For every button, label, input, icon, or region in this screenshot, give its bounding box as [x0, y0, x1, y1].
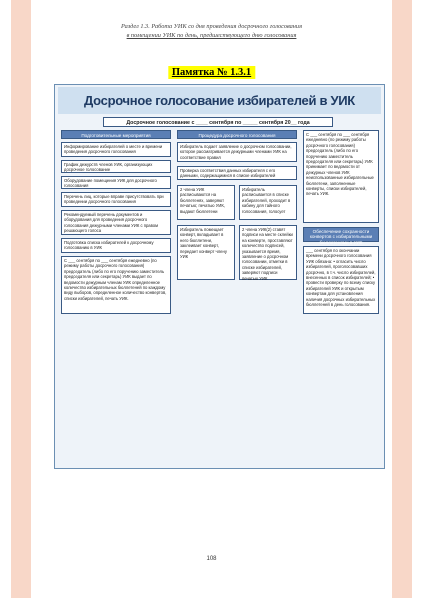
section-header-line1: Раздел 1.3. Работа УИК со дня проведения досрочного голосования	[120, 23, 303, 30]
proc-step-envelope: Избиратель помещает конверт, вкладывает в него бюллетени, заклеивает конверт, передает конверт члену УИК	[177, 225, 235, 280]
prep-item-voter-list: Подготовка списка избирателей к досрочному голосованию в УИК	[61, 238, 171, 253]
prep-item-informing: Информирование избирателей о месте и времени проведения досрочного голосования	[61, 142, 171, 157]
voting-period: Досрочное голосование с ____ сентября по _____ сентября 20__ года	[103, 117, 333, 127]
prep-item-equipment: Оборудование помещения УИК для досрочного голосования	[61, 176, 171, 189]
proc-step-issue-ballots: 2 члена УИК расписываются на бюллетенях, заверяют печатью; печатью УИК, выдают бюллетени	[177, 185, 235, 220]
poster	[54, 84, 385, 469]
right-margin-band	[392, 0, 412, 598]
right-item-receiving: С ___ сентября по ___ сентября ежедневно (по режиму работы досрочного голосования) председатель (либо по его поручению заместитель председателя или секретарь) УИК принимает по ведомости от дежурных членов УИК неиспользованные избирательные бюллетени, заполненные конверты, списки избирателей, печать УИК.	[303, 130, 379, 223]
section-header-line2: в помещении УИК по день, предшествующего дню голосования	[126, 32, 297, 39]
proc-step-verification: Проверка соответствия данных избирателя с его данными, содержащимися в списке избирателей	[177, 166, 297, 180]
left-margin-band	[11, 0, 31, 598]
proc-step-application: Избиратель подает заявление о досрочном голосовании, которое рассматривается дежурными членами УИК на соответствие правил	[177, 142, 297, 162]
document-page	[31, 0, 392, 598]
prep-item-issuing-ballots: С ___ сентября по ___ сентября ежедневно (по режиму работы досрочного голосования) председатель (либо по его поручению заместитель председателя или секретарь) УИК выдает по ведомости дежурным членам УИК определенное количество избирательных бюллетеней по каждому виду выборов, определенное количество конвертов, списки избирателей, печать УИК.	[61, 256, 171, 314]
page-number: 108	[206, 556, 217, 562]
column-header-prep: Подготовительные мероприятия	[61, 130, 171, 139]
proc-step-seal-envelope: 2 члена УИК(2) ставят подписи на месте склейки на конверте, проставляют количество подписей, указывается время, заявление о досрочном голосовании, отметки в списке избирателей, заверяют подписи печатью УИК	[239, 225, 297, 280]
proc-step-voter-signs: Избиратель расписывается в списке избирателей, проходит в кабину для тайного голосования, голосует	[239, 185, 297, 220]
poster-title: Досрочное голосование избирателей в УИК	[58, 87, 381, 114]
right-item-end-of-voting: ___ сентября по окончании времени досрочного голосования УИК обязана: • огласить число избирателей, проголосовавших досрочно, в т.ч. число избирателей, внесенных в список избирателей; • провести проверку по всему списку избирателей УИК и открытым конвертам для установления наличия досрочных избирательных бюллетеней в день голосования.	[303, 246, 379, 314]
prep-item-observers: Перечень лиц, которые вправе присутствовать при проведении досрочного голосования	[61, 192, 171, 207]
right-item-safekeeping: Обеспечение сохранности конвертов с избирательными бюллетенями в УИК	[303, 227, 379, 242]
column-header-procedure: Процедура досрочного голосования	[177, 130, 297, 139]
prep-item-documents: Рекомендуемый перечень документов и оборудования для проведения досрочного голосования дежурными членами УИК с правом решающего голоса	[61, 210, 171, 235]
memo-title: Памятка № 1.3.1	[168, 66, 255, 79]
prep-item-schedule: График дежурств членов УИК, организующих досрочное голосование	[61, 160, 171, 173]
